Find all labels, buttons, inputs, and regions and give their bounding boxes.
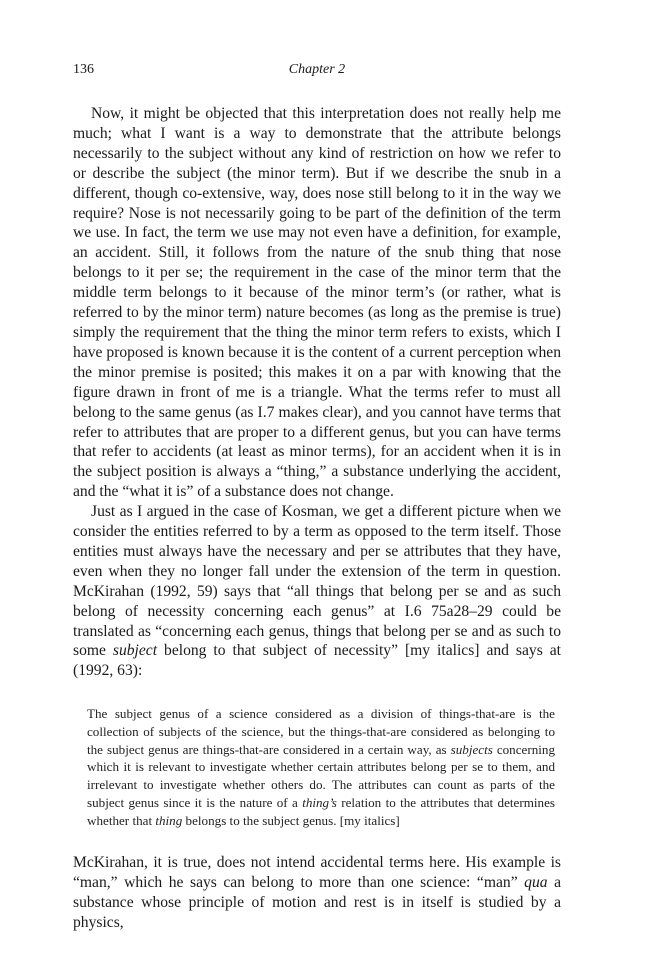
- running-head: Chapter 2: [288, 62, 346, 77]
- paragraph-text: a substance whose principle of motion and rest is in itself is studied by a physics,: [73, 874, 561, 931]
- emphasis: qua: [524, 874, 548, 892]
- paragraph-text: McKirahan, it is true, does not intend accidental terms here. His example is “man,” which he says can belong to more than one science: “man”: [73, 854, 561, 892]
- paragraph-text: belong to that subject of necessity” [my italics] and says at (1992, 63):: [73, 642, 561, 680]
- quote-text: belongs to the subject genus. [my italics]: [182, 812, 400, 828]
- body-text: [73, 104, 561, 681]
- page-number: 136: [73, 62, 94, 77]
- paragraph: [73, 502, 561, 681]
- emphasis: subjects: [450, 741, 493, 757]
- book-page: [73, 62, 561, 933]
- quote-text: relation to the attributes that determines whether that: [87, 794, 555, 828]
- emphasis: subject: [112, 642, 158, 660]
- emphasis: thing’s: [302, 794, 337, 810]
- block-quote: [87, 705, 555, 829]
- emphasis: thing: [155, 812, 183, 828]
- paragraph: [73, 104, 561, 502]
- paragraph: [73, 853, 561, 933]
- quote-text: The subject genus of a science considered as a division of things-that-are is the collection of subjects of the science, but the things-that-are considered as belonging to the subject genus are things-that-are considered in a certain way, as: [87, 706, 555, 757]
- closing-paragraph: [73, 853, 561, 933]
- page-header: [73, 62, 561, 84]
- paragraph-text: Just as I argued in the case of Kosman, we get a different picture when we consider the entities referred to by a term as opposed to the term itself. Those entities must always have the necessary and per se attributes that they have, even when they no longer fall under the extension of the term in question. McKirahan (1992, 59) says that “all things that belong per se and as such belong of necessity concerning each genus” at I.6 75a28–29 could be translated as “concerning each genus, things that belong per se and as such to some: [73, 503, 561, 660]
- quote-text: concerning which it is relevant to investigate whether certain attributes belong per se to them, and irrelevant to investigate whether others do. The attributes can count as parts of the subject genus since it is the nature of a: [87, 741, 555, 810]
- paragraph-text: Now, it might be objected that this interpretation does not really help me much; what I want is a way to demonstrate that the attribute belongs necessarily to the subject without any kind of restriction on how we refer to or describe the subject (the minor term). But if we describe the snub in a different, though co-extensive, way, does nose still belong to it in the way we require? Nose is not necessarily going to be part of the definition of the term we use. In fact, the term we use may not even have a definition, for example, an accident. Still, it follows from the nature of the snub thing that nose belongs to it per se; the requirement in the case of the minor term that the middle term belongs to it because of the minor term’s (or rather, what is referred to by the minor term) nature becomes (as long as the premise is true) simply the requirement that the thing the minor term refers to exists, which I have proposed is known because it is the content of a current perception when the minor premise is posited; this makes it on a par with knowing that the figure drawn in front of me is a triangle. What the terms refer to must all belong to the same genus (as I.7 makes clear), and you cannot have terms that refer to attributes that are proper to a different genus, but you can have terms that refer to accidents (at least as minor terms), for an accident when it is in the subject position is always a “thing,” a substance underlying the accident, and the “what it is” of a substance does not change.: [73, 105, 561, 501]
